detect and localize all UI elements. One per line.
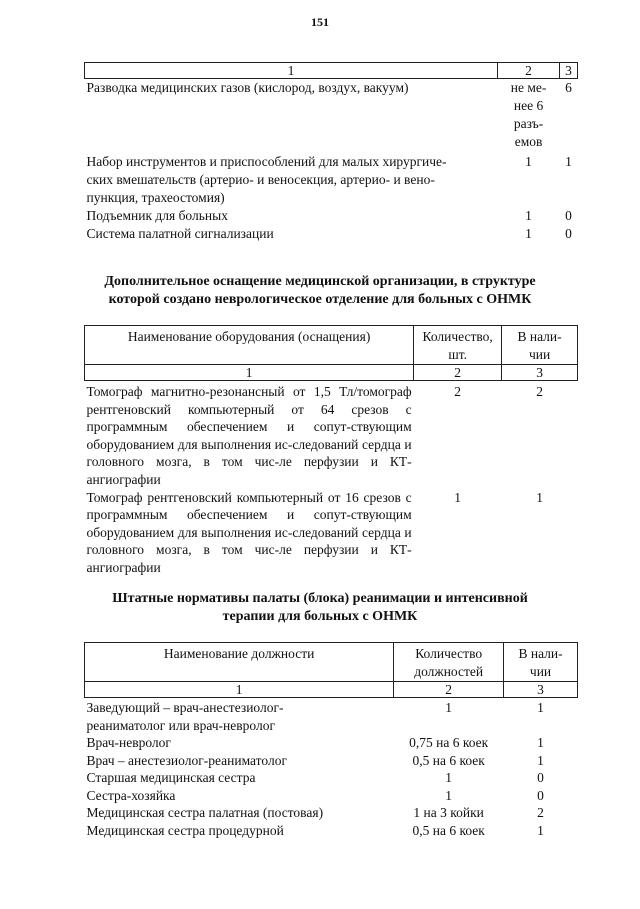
position-have: 2 bbox=[537, 805, 544, 820]
page-number: 151 bbox=[311, 15, 329, 29]
column-header-available: В нали- чии bbox=[502, 326, 578, 365]
column-header-count: Количество должностей bbox=[394, 643, 504, 682]
position-have: 1 bbox=[537, 752, 544, 768]
table-row bbox=[85, 151, 578, 207]
position-count: 0,75 на 6 коек bbox=[409, 735, 489, 750]
equipment-have: 6 bbox=[565, 80, 572, 95]
table-row bbox=[85, 698, 578, 735]
equipment-qty: 2 bbox=[454, 384, 462, 399]
column-number: 2 bbox=[394, 682, 504, 698]
equipment-table-continued bbox=[84, 62, 578, 243]
table-row bbox=[85, 734, 578, 752]
position-name: Медицинская сестра процедурной bbox=[86, 822, 284, 838]
position-have: 1 bbox=[537, 700, 544, 715]
position-have: 0 bbox=[537, 787, 544, 803]
column-number: 1 bbox=[85, 365, 414, 381]
column-number: 1 bbox=[85, 682, 394, 698]
section-heading-staffing: Штатные нормативы палаты (блока) реанимации и интенсивной терапии для больных с ОНМК bbox=[112, 591, 528, 624]
table-row bbox=[85, 752, 578, 770]
equipment-qty: 1 bbox=[525, 154, 532, 169]
position-count: 0,5 на 6 коек bbox=[412, 752, 485, 768]
position-count: 1 bbox=[445, 700, 453, 715]
column-header-name: Наименование оборудования (оснащения) bbox=[85, 326, 414, 365]
equipment-qty: 1 bbox=[454, 489, 462, 505]
equipment-qty: 1 bbox=[525, 226, 532, 241]
position-name: Заведующий – врач-анестезиолог- реаниматолог или врач-невролог bbox=[86, 700, 284, 733]
column-header-quantity: Количество, шт. bbox=[414, 326, 502, 365]
equipment-name: Томограф рентгеновский компьютерный от 16 срезов с программным обеспечением и сопут-ствующим оборудованием для выполнения ис-следований сердца и головного мозга, в том чис-ле перфузии и КТ-ангиографии bbox=[86, 489, 412, 575]
equipment-have: 0 bbox=[565, 208, 572, 223]
column-number: 3 bbox=[504, 682, 578, 698]
position-have: 1 bbox=[537, 822, 544, 838]
position-name: Сестра-хозяйка bbox=[86, 787, 176, 803]
table-row bbox=[85, 769, 578, 787]
position-have: 0 bbox=[537, 770, 544, 785]
table-row bbox=[85, 804, 578, 822]
column-number: 3 bbox=[502, 365, 578, 381]
table-row bbox=[85, 787, 578, 805]
staffing-table bbox=[84, 642, 578, 839]
equipment-qty: 1 bbox=[525, 208, 532, 223]
table-row bbox=[85, 822, 578, 840]
section-heading-additional-equipment: Дополнительное оснащение медицинской организации, в структуре которой создано неврологическое отделение для больных с ОНМК bbox=[104, 274, 536, 307]
table-row bbox=[85, 489, 578, 577]
equipment-name: Система палатной сигнализации bbox=[86, 226, 274, 241]
column-number: 1 bbox=[85, 63, 498, 79]
equipment-have: 0 bbox=[565, 226, 572, 241]
table-row bbox=[85, 381, 578, 489]
equipment-have: 1 bbox=[536, 489, 543, 505]
equipment-name: Разводка медицинских газов (кислород, воздух, вакуум) bbox=[86, 80, 409, 95]
position-name: Врач-невролог bbox=[86, 735, 171, 750]
column-number: 2 bbox=[414, 365, 502, 381]
equipment-name: Томограф магнитно-резонансный от 1,5 Тл/томограф рентгеновский компьютерный от 64 срезов с программным обеспечением и сопут-ствующим оборудованием для выполнения ис-следований сердца и головного мозга, в том чис-ле перфузии и КТ-ангиографии bbox=[86, 384, 412, 487]
position-count: 0,5 на 6 коек bbox=[412, 822, 485, 838]
equipment-name: Набор инструментов и приспособлений для малых хирургиче- ских вмешательств (артерио- и веносекция, артерио- и вено- пункция, трахеостомия) bbox=[86, 154, 447, 205]
equipment-have: 2 bbox=[536, 384, 543, 399]
column-number: 3 bbox=[560, 63, 578, 79]
table-row bbox=[85, 207, 578, 225]
column-header-available: В нали- чии bbox=[504, 643, 578, 682]
equipment-name: Подъемник для больных bbox=[86, 208, 228, 223]
position-name: Старшая медицинская сестра bbox=[86, 770, 256, 785]
table-row bbox=[85, 79, 578, 152]
equipment-qty: не ме- нее 6 разъ- емов bbox=[510, 80, 547, 149]
position-count: 1 bbox=[445, 770, 453, 785]
column-header-position: Наименование должности bbox=[85, 643, 394, 682]
column-number: 2 bbox=[498, 63, 560, 79]
position-name: Врач – анестезиолог-реаниматолог bbox=[86, 752, 287, 768]
position-name: Медицинская сестра палатная (постовая) bbox=[86, 805, 324, 820]
position-count: 1 на 3 койки bbox=[413, 805, 484, 820]
position-have: 1 bbox=[537, 735, 544, 750]
equipment-have: 1 bbox=[565, 154, 572, 169]
table-row bbox=[85, 225, 578, 243]
additional-equipment-table bbox=[84, 325, 578, 577]
position-count: 1 bbox=[445, 787, 453, 803]
